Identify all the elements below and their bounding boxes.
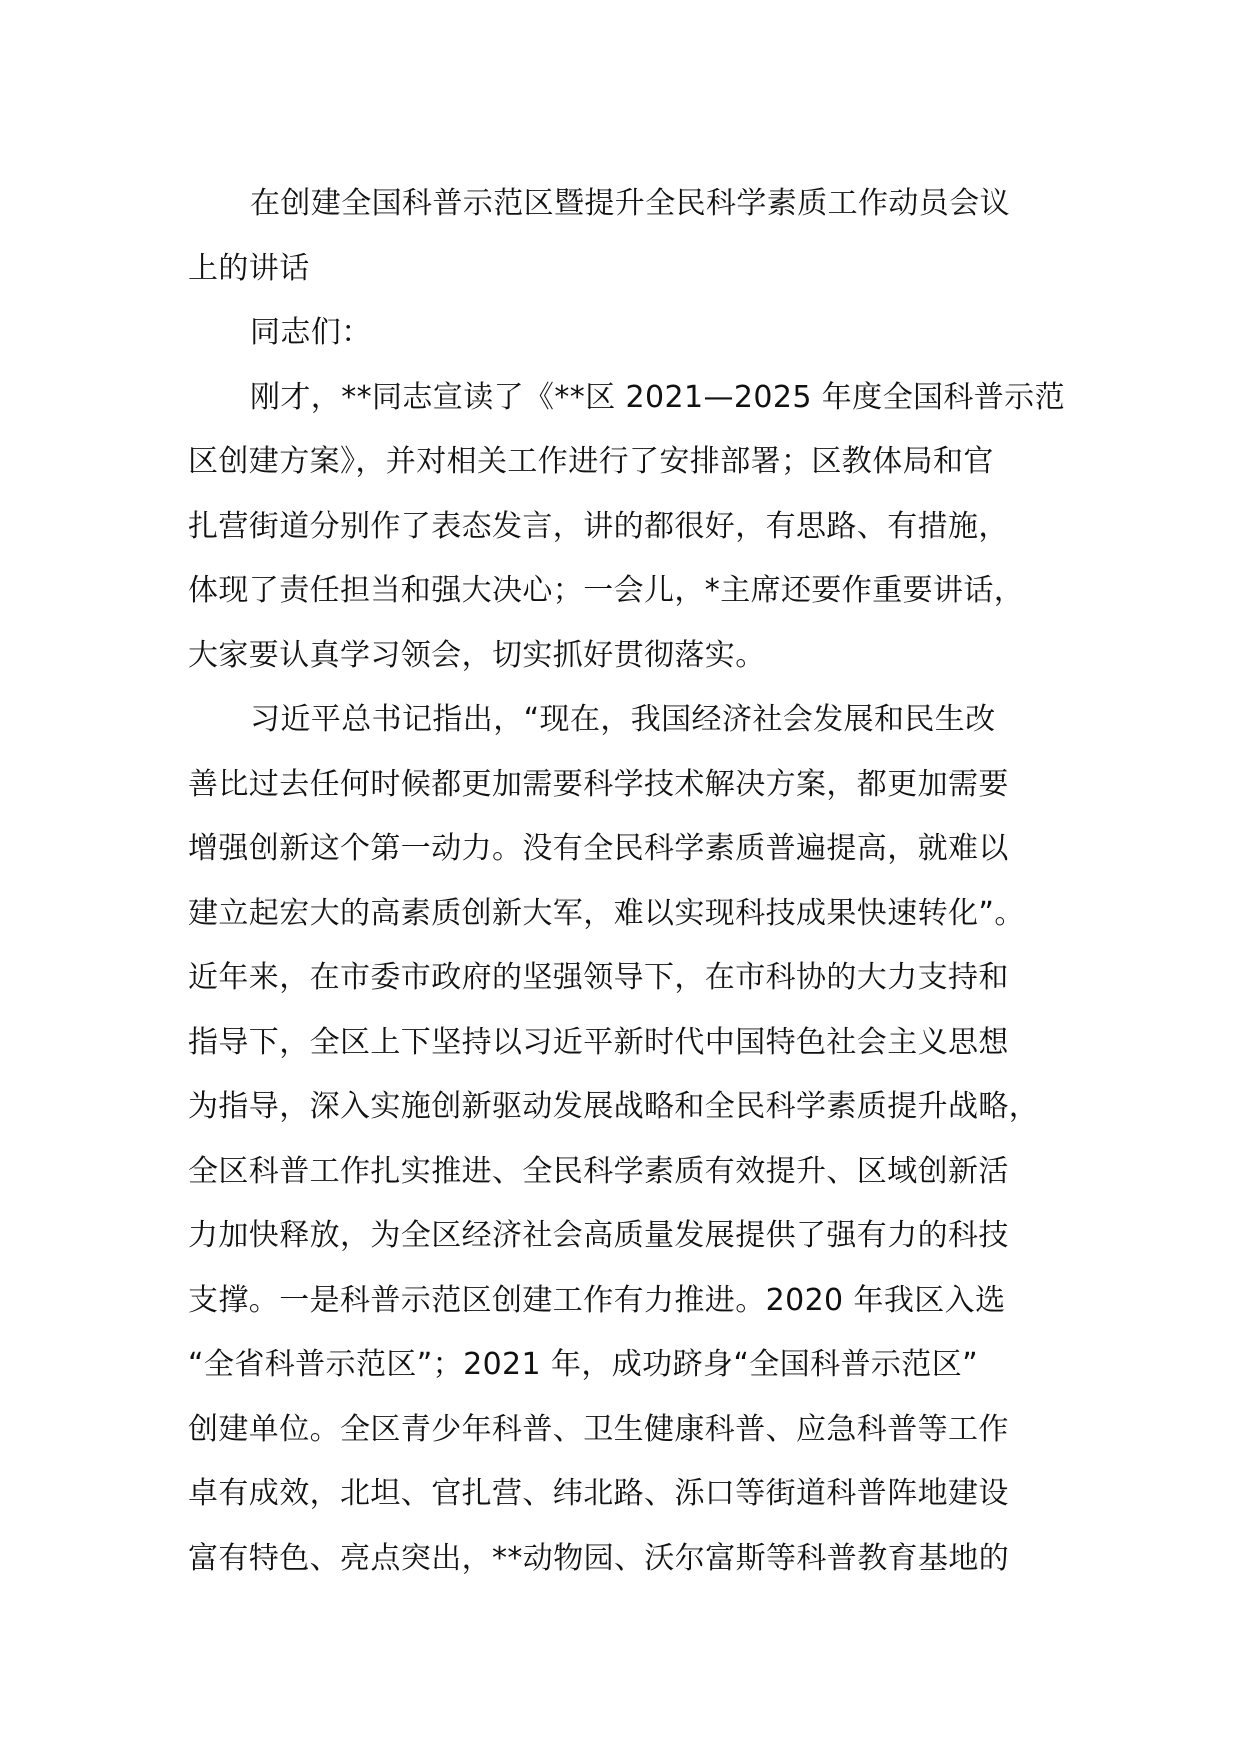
text-line: 力加快释放，为全区经济社会高质量发展提供了强有力的科技 [188, 1218, 1009, 1253]
text-line: 指导下，全区上下坚持以习近平新时代中国特色社会主义思想 [188, 1024, 1009, 1060]
text-line: “全省科普示范区”；2021 年，成功跻身“全国科普示范区” [188, 1347, 979, 1382]
text-line: 区创建方案》，并对相关工作进行了安排部署；区教体局和官 [188, 444, 994, 479]
text-line: 大家要认真学习领会，切实抓好贯彻落实。 [188, 637, 766, 673]
text-line: 习近平总书记指出，“现在，我国经济社会发展和民生改 [250, 702, 996, 737]
text-line: 善比过去任何时候都更加需要科学技术解决方案，都更加需要 [188, 766, 1009, 802]
document-body [188, 172, 1108, 1591]
text-line: 富有特色、亮点突出，**动物园、沃尔富斯等科普教育基地的 [188, 1540, 1010, 1576]
title-line-2: 上的讲话 [188, 250, 310, 286]
text-line: 全区科普工作扎实推进、全民科学素质有效提升、区域创新活 [188, 1153, 1009, 1189]
text-line: 建立起宏大的高素质创新大军，难以实现科技成果快速转化”。 [188, 895, 1025, 931]
text-line: 支撑。一是科普示范区创建工作有力推进。2020 年我区入选 [188, 1282, 1006, 1318]
text-line: 为指导，深入实施创新驱动发展战略和全民科学素质提升战略， [188, 1089, 1040, 1124]
text-line: 扎营街道分别作了表态发言，讲的都很好，有思路、有措施， [188, 508, 1009, 544]
text-line: 创建单位。全区青少年科普、卫生健康科普、应急科普等工作 [188, 1411, 1009, 1447]
salutation: 同志们： [250, 315, 372, 350]
text-line: 增强创新这个第一动力。没有全民科学素质普遍提高，就难以 [188, 831, 1009, 866]
title-line-1: 在创建全国科普示范区暨提升全民科学素质工作动员会议 [250, 186, 1010, 221]
text-line: 近年来，在市委市政府的坚强领导下，在市科协的大力支持和 [188, 960, 1009, 995]
text-line: 刚才，**同志宣读了《**区 2021—2025 年度全国科普示范 [250, 379, 1065, 415]
text-line: 体现了责任担当和强大决心；一会儿，*主席还要作重要讲话， [188, 573, 1025, 608]
text-line: 卓有成效，北坦、官扎营、纬北路、泺口等街道科普阵地建设 [188, 1476, 1009, 1511]
